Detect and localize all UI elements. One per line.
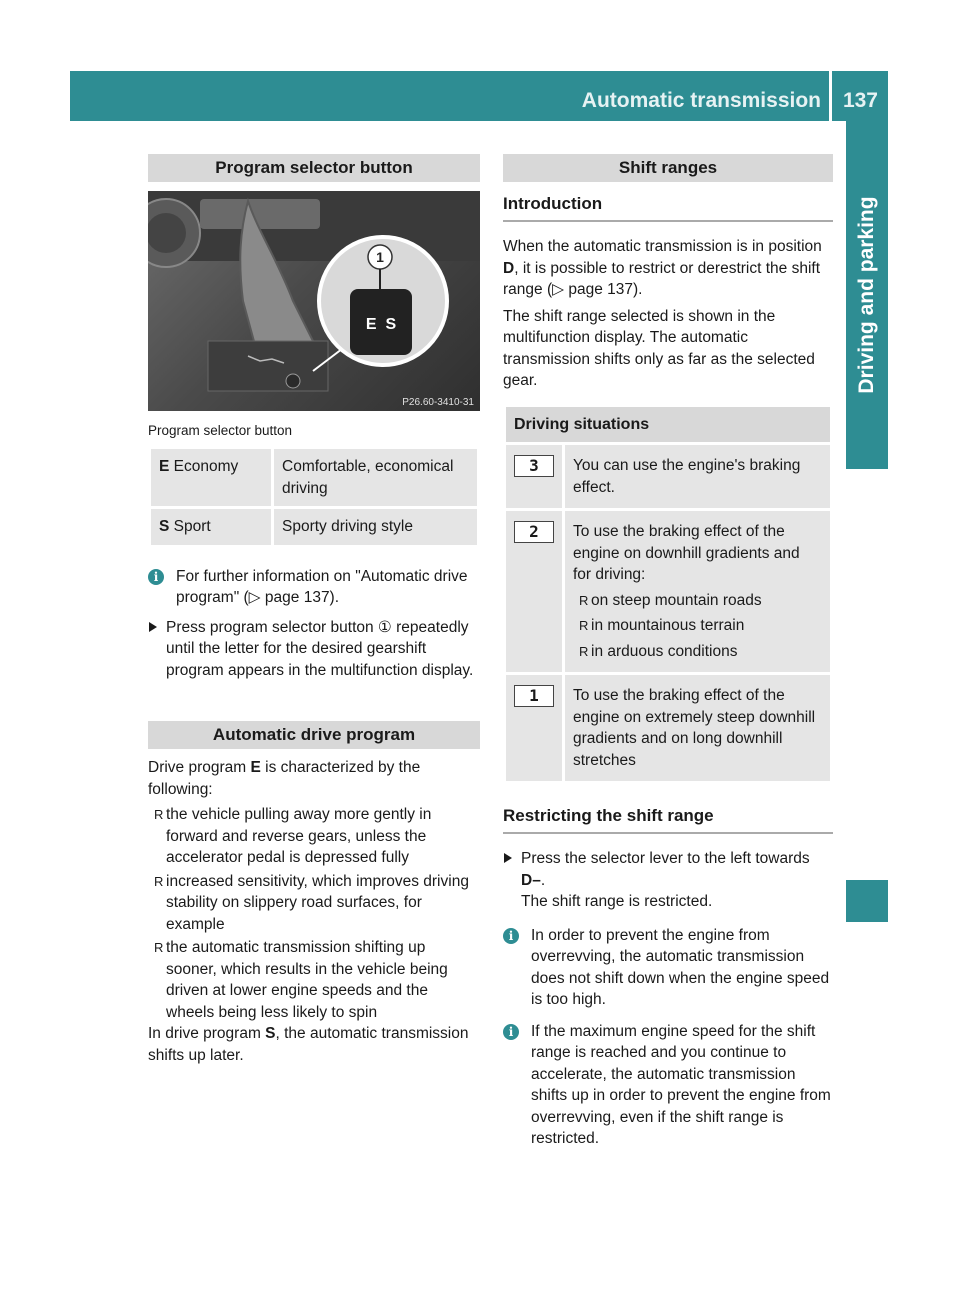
bullet-icon: R xyxy=(579,618,589,633)
photo-callout-number: 1 xyxy=(376,249,384,265)
list-item: R on steep mountain roads xyxy=(573,590,822,612)
list-item: R in arduous conditions xyxy=(573,641,822,663)
gear-2-text: To use the braking effect of the engine on downhill gradients and for driving: xyxy=(573,523,800,583)
info-note: i If the maximum engine speed for the shift range is reached and you continue to accelerate, the automatic transmission shifts up in order to prevent the engine from overrevving, even if the shift range is restricted. xyxy=(503,1021,833,1150)
chapter-marker xyxy=(846,880,888,922)
intro-paragraph: When the automatic transmission is in position D, it is possible to restrict or derestrict the shift range (▷ page 137). xyxy=(503,238,822,298)
bullet-icon: R xyxy=(154,940,164,955)
introduction-heading: Introduction xyxy=(503,194,833,222)
bullet-icon: R xyxy=(579,643,589,659)
table-row xyxy=(150,448,479,508)
info-icon: i xyxy=(503,928,519,944)
info-note: i For further information on "Automatic drive program" (▷ page 137). xyxy=(148,566,480,609)
driving-situations-table xyxy=(503,404,833,785)
info-icon: i xyxy=(148,569,164,585)
gear-3-icon: 3 xyxy=(514,455,554,477)
gear-1-icon: 1 xyxy=(514,685,554,707)
list-item: R increased sensitivity, which improves driving stability on slippery road surfaces, for example xyxy=(154,872,469,933)
chapter-tab xyxy=(846,121,888,469)
table-row xyxy=(505,674,832,783)
auto-drive-bullets xyxy=(148,804,480,1023)
left-column xyxy=(148,154,480,1066)
instruction-step: Press program selector button ① repeatedly until the letter for the desired gearshift program appears in the multifunction display. xyxy=(148,617,480,682)
gear-1-text: To use the braking effect of the engine on extremely steep downhill gradients and on long downhill stretches xyxy=(564,674,832,783)
program-selector-heading: Program selector button xyxy=(148,154,480,182)
gear-3-text: You can use the engine's braking effect. xyxy=(564,444,832,510)
photo-button-letters: E S xyxy=(365,316,397,333)
photo-caption: Program selector button xyxy=(148,423,293,438)
step-arrow-icon xyxy=(504,853,512,863)
page-header xyxy=(70,71,888,121)
list-item: R the automatic transmission shifting up sooner, which results in the vehicle being driven at lower engine speeds and the wheels being less likely to spin xyxy=(154,939,448,1021)
program-selector-photo xyxy=(148,191,480,411)
program-value: Sporty driving style xyxy=(273,508,479,547)
auto-drive-intro: Drive program E is characterized by the following: xyxy=(148,759,421,798)
shift-ranges-heading: Shift ranges xyxy=(503,154,833,182)
header-divider xyxy=(829,71,832,121)
drive-program-table xyxy=(148,446,480,548)
table-header: Driving situations xyxy=(505,405,832,444)
table-row xyxy=(505,444,832,510)
auto-drive-outro: In drive program S, the automatic transmission shifts up later. xyxy=(148,1025,469,1064)
header-title: Automatic transmission xyxy=(581,89,821,112)
restricting-heading: Restricting the shift range xyxy=(503,806,833,834)
info-note: i In order to prevent the engine from overrevving, the automatic transmission does not shift down when the engine speed is too high. xyxy=(503,925,833,1011)
page-number: 137 xyxy=(842,89,878,112)
bullet-icon: R xyxy=(154,807,164,822)
table-row xyxy=(150,508,479,547)
right-column xyxy=(503,154,833,1150)
display-paragraph: The shift range selected is shown in the multifunction display. The automatic transmission shifts only as far as the selected gear. xyxy=(503,307,815,389)
instruction-step: Press the selector lever to the left towards D–. The shift range is restricted. xyxy=(503,848,833,913)
bullet-icon: R xyxy=(579,592,589,608)
list-item: R the vehicle pulling away more gently in forward and reverse gears, unless the accelerator pedal is depressed fully xyxy=(154,806,432,866)
list-item: R in mountainous terrain xyxy=(573,615,822,637)
auto-drive-heading: Automatic drive program xyxy=(148,721,480,749)
program-value: Comfortable, economical driving xyxy=(273,448,479,508)
console-illustration xyxy=(148,191,480,411)
info-icon: i xyxy=(503,1024,519,1040)
program-key: S Sport xyxy=(150,508,273,547)
photo-code: P26.60-3410-31 xyxy=(402,397,474,408)
step-arrow-icon xyxy=(149,622,157,632)
chapter-tab-label: Driving and parking xyxy=(855,196,878,394)
table-row xyxy=(505,510,832,674)
bullet-icon: R xyxy=(154,873,164,889)
step-result: The shift range is restricted. xyxy=(521,893,713,910)
gear-2-icon: 2 xyxy=(514,521,554,543)
program-key: E Economy xyxy=(150,448,273,508)
